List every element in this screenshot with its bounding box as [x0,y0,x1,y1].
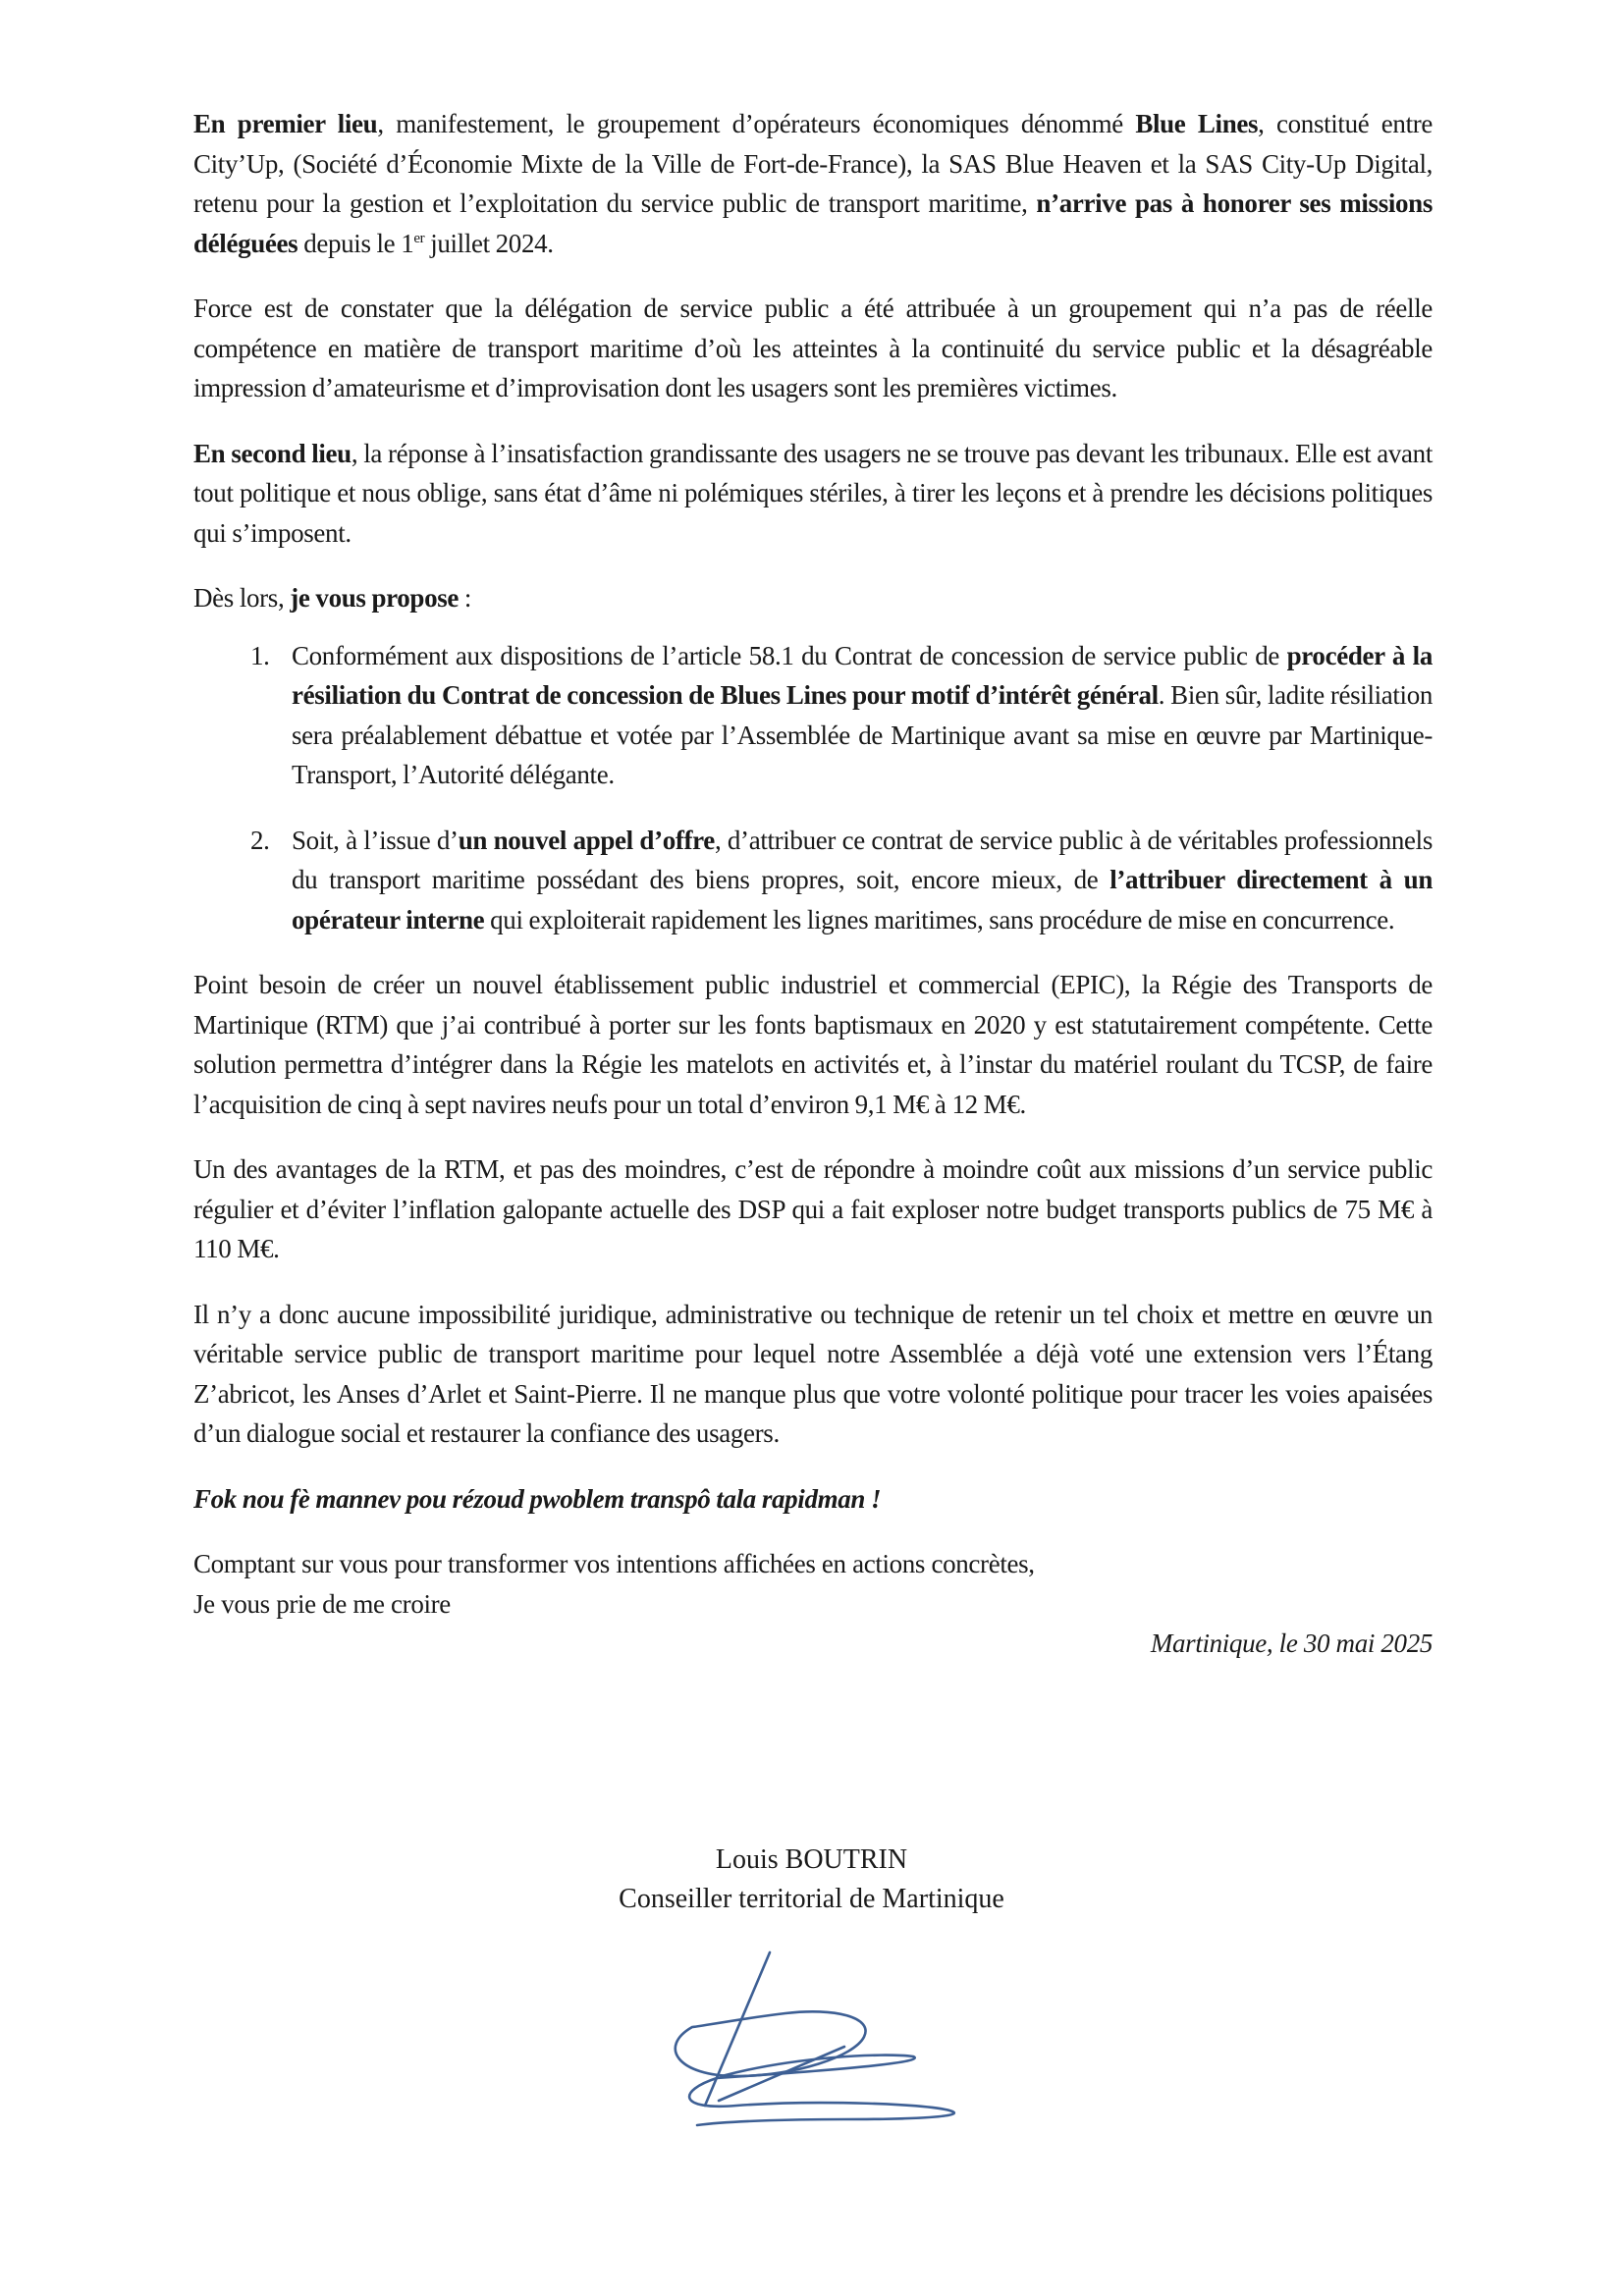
bold-emphasis: procéder à la résiliation du Contrat de concession de Blues Lines pour motif d’intérêt général [292,640,1433,710]
paragraph-aucune-impossibilite: Il n’y a donc aucune impossibilité juridique, administrative ou technique de retenir un tel choix et mettre en œuvre un véritable service public de transport maritime pour lequel notre Assemblée a déjà voté une extension vers l’Étang Z’abricot, les Anses d’Arlet et Saint-Pierre. Il ne manque plus que votre volonté politique pour tracer les voies apaisées d’un dialogue social et restaurer la confiance des usagers. [193,1299,1433,1448]
paragraph-force-est: Force est de constater que la délégation de service public a été attribuée à un groupement qui n’a pas de réelle compétence en matière de transport maritime d’où les atteintes à la continuité du service public et la désagréable impression d’amateurisme et d’improvisation dont les usagers sont les premières victimes. [193,294,1433,402]
proposal-list [193,636,1433,940]
paragraph-premier-lieu [193,104,1433,263]
text: . Bien sûr, ladite résiliation sera préalablement débattue et votée par l’Assemblée de Martinique avant sa mise en œuvre par Martinique-Transport, l’Autorité délégante. [292,680,1433,789]
letter-body [193,104,1433,1664]
bold-lead: En premier lieu [193,109,378,138]
paragraph-avantages: Un des avantages de la RTM, et pas des moindres, c’est de répondre à moindre coût aux missions d’un service public régulier et d’éviter l’inflation galopante actuelle des DSP qui a fait exploser notre budget transports publics de 75 M€ à 110 M€. [193,1154,1433,1263]
text: Conformément aux dispositions de l’article 58.1 du Contrat de concession de service public de [292,640,1287,670]
list-item [193,636,1433,795]
bold-emphasis: un nouvel appel d’offre [458,825,715,855]
signer-name: Louis BOUTRIN [715,1844,908,1875]
signature-stroke [689,2078,954,2125]
bold-emphasis: l’attribuer directement à un opérateur interne [292,865,1433,934]
creole-slogan: Fok nou fè mannev pou rézoud pwoblem transpô tala rapidman ! [193,1483,882,1514]
text: , d’attribuer ce contrat de service public à de véritables professionnels du transport maritime possédant des biens propres, soit, encore mieux, de [292,825,1433,894]
text: , la réponse à l’insatisfaction grandissante des usagers ne se trouve pas devant les tribunaux. Elle est avant tout politique et nous oblige, sans état d’âme ni polémiques stériles, à tirer les leçons et à prendre les décisions politiques qui s’imposent. [193,438,1433,548]
text: depuis le 1 [298,228,414,258]
bold-emphasis: n’arrive pas à honorer ses missions déléguées [193,188,1433,258]
bold-blue-lines: Blue Lines [1135,109,1259,138]
text: , manifestement, le groupement d’opérateurs économiques dénommé [377,109,1136,138]
text: Soit, à l’issue d’ [292,825,459,855]
text: Dès lors, [193,583,291,613]
date-line: Martinique, le 30 mai 2025 [1150,1629,1433,1658]
signature-block [0,1841,1623,1919]
closing-line-1: Comptant sur vous pour transformer vos intentions affichées en actions concrètes, [193,1549,1035,1578]
signature-stroke [717,2056,915,2078]
list-number: 2. [250,825,270,855]
ordinal-superscript: er [413,230,425,246]
list-number: 1. [250,640,270,670]
paragraph-point-besoin: Point besoin de créer un nouvel établissement public industriel et commercial (EPIC), la Régie des Transports de Martinique (RTM) que j’ai contribué à porter sur les fonts baptismaux en 2020 y est statutairement compétente. Cette solution permettra d’intégrer dans la Régie les matelots en activités et, à l’instar du matériel roulant du TCSP, de faire l’acquisition de cinq à sept navires neufs pour un total d’environ 9,1 M€ à 12 M€. [193,970,1433,1119]
text: , constitué entre City’Up, (Société d’Économie Mixte de la Ville de Fort-de-France), la SAS Blue Heaven et la SAS City-Up Digital, retenu pour la gestion et l’exploitation du service public de transport maritime, [193,109,1434,218]
list-item [193,821,1433,940]
text: : [459,583,472,613]
paragraph-second-lieu [193,434,1433,554]
bold-lead: En second lieu [193,438,352,468]
closing-line-2: Je vous prie de me croire [193,1588,451,1619]
paragraph-des-lors [193,578,1433,618]
bold-emphasis: je vous propose [290,583,460,613]
text: qui exploiterait rapidement les lignes maritimes, sans procédure de mise en concurrence. [484,904,1395,934]
signer-title: Conseiller territorial de Martinique [619,1884,1004,1914]
text: juillet 2024. [424,228,554,258]
handwritten-signature [638,1929,992,2155]
